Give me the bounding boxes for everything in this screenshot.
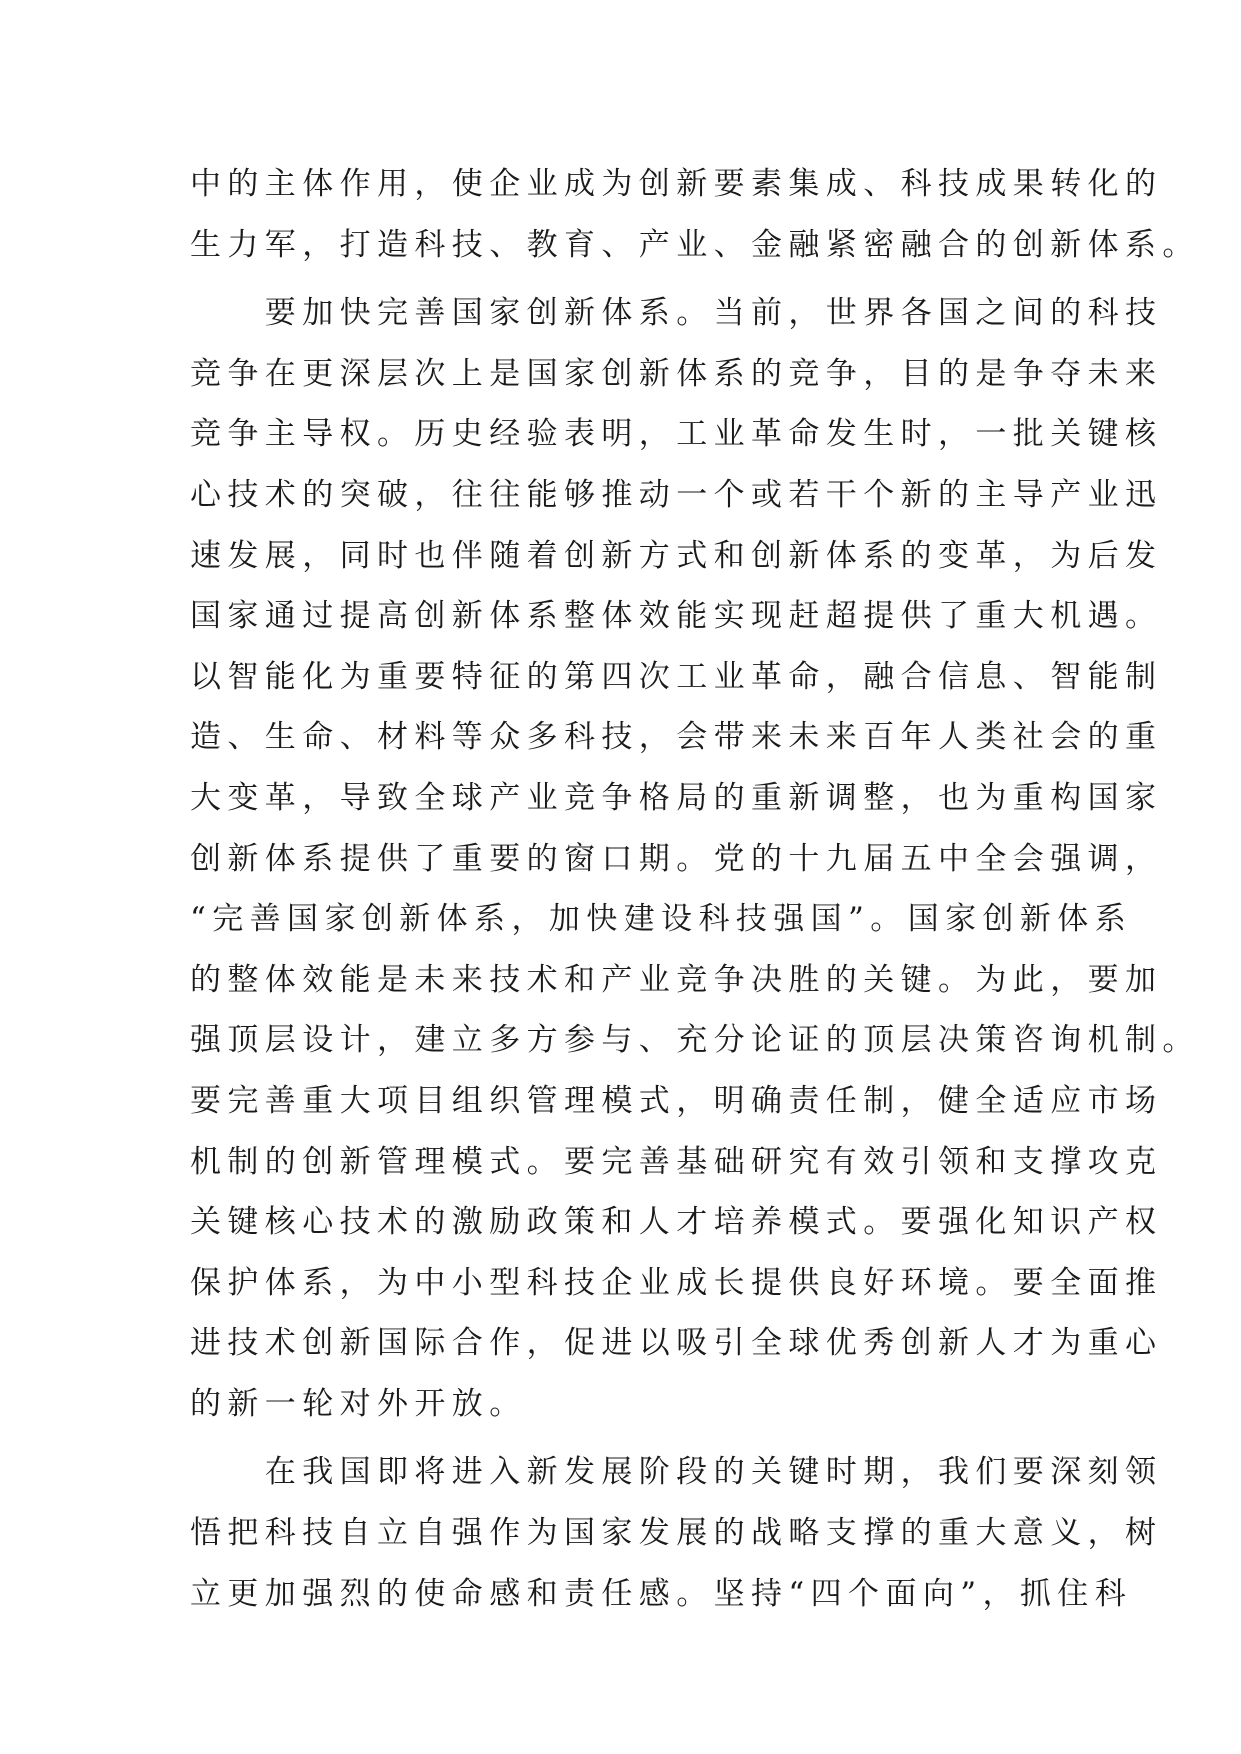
text-line: 竞争在更深层次上是国家创新体系的竞争，目的是争夺未来	[190, 355, 1163, 392]
text-line: 悟把科技自立自强作为国家发展的战略支撑的重大意义，树	[190, 1515, 1163, 1552]
text-line: 创新体系提供了重要的窗口期。党的十九届五中全会强调，	[190, 840, 1163, 877]
text-line: 在我国即将进入新发展阶段的关键时期，我们要深刻领	[190, 1454, 1163, 1491]
text-line: 造、生命、材料等众多科技，会带来未来百年人类社会的重	[190, 719, 1163, 756]
paragraph-2	[190, 283, 1200, 1434]
text-line: 国家通过提高创新体系整体效能实现赶超提供了重大机遇。	[190, 598, 1163, 635]
text-line: 的新一轮对外开放。	[190, 1385, 527, 1422]
paragraph-3	[190, 1442, 1163, 1624]
text-line: 大变革，导致全球产业竞争格局的重新调整，也为重构国家	[190, 779, 1163, 816]
text-line: 关键核心技术的激励政策和人才培养模式。要强化知识产权	[190, 1204, 1163, 1241]
text-line: 机制的创新管理模式。要完善基础研究有效引领和支撑攻克	[190, 1143, 1163, 1180]
text-line: 生力军，打造科技、教育、产业、金融紧密融合的创新体系。	[190, 226, 1200, 263]
text-line: “完善国家创新体系，加快建设科技强国”。国家创新体系	[190, 901, 1133, 938]
text-line: 进技术创新国际合作，促进以吸引全球优秀创新人才为重心	[190, 1325, 1163, 1362]
text-line: 速发展，同时也伴随着创新方式和创新体系的变革，为后发	[190, 537, 1163, 574]
text-line: 的整体效能是未来技术和产业竞争决胜的关键。为此，要加	[190, 961, 1163, 998]
text-line: 要加快完善国家创新体系。当前，世界各国之间的科技	[190, 295, 1163, 332]
text-line: 保护体系，为中小型科技企业成长提供良好环境。要全面推	[190, 1264, 1163, 1301]
text-line: 心技术的突破，往往能够推动一个或若干个新的主导产业迅	[190, 476, 1163, 513]
text-line: 中的主体作用，使企业成为创新要素集成、科技成果转化的	[190, 166, 1163, 202]
text-line: 强顶层设计，建立多方参与、充分论证的顶层决策咨询机制。	[190, 1022, 1200, 1059]
text-line: 以智能化为重要特征的第四次工业革命，融合信息、智能制	[190, 658, 1163, 695]
document-body	[190, 154, 1200, 1624]
text-line: 立更加强烈的使命感和责任感。坚持“四个面向”，抓住科	[190, 1575, 1133, 1612]
text-line: 要完善重大项目组织管理模式，明确责任制，健全适应市场	[190, 1082, 1163, 1119]
paragraph-1	[190, 154, 1200, 275]
text-line: 竞争主导权。历史经验表明，工业革命发生时，一批关键核	[190, 416, 1163, 453]
